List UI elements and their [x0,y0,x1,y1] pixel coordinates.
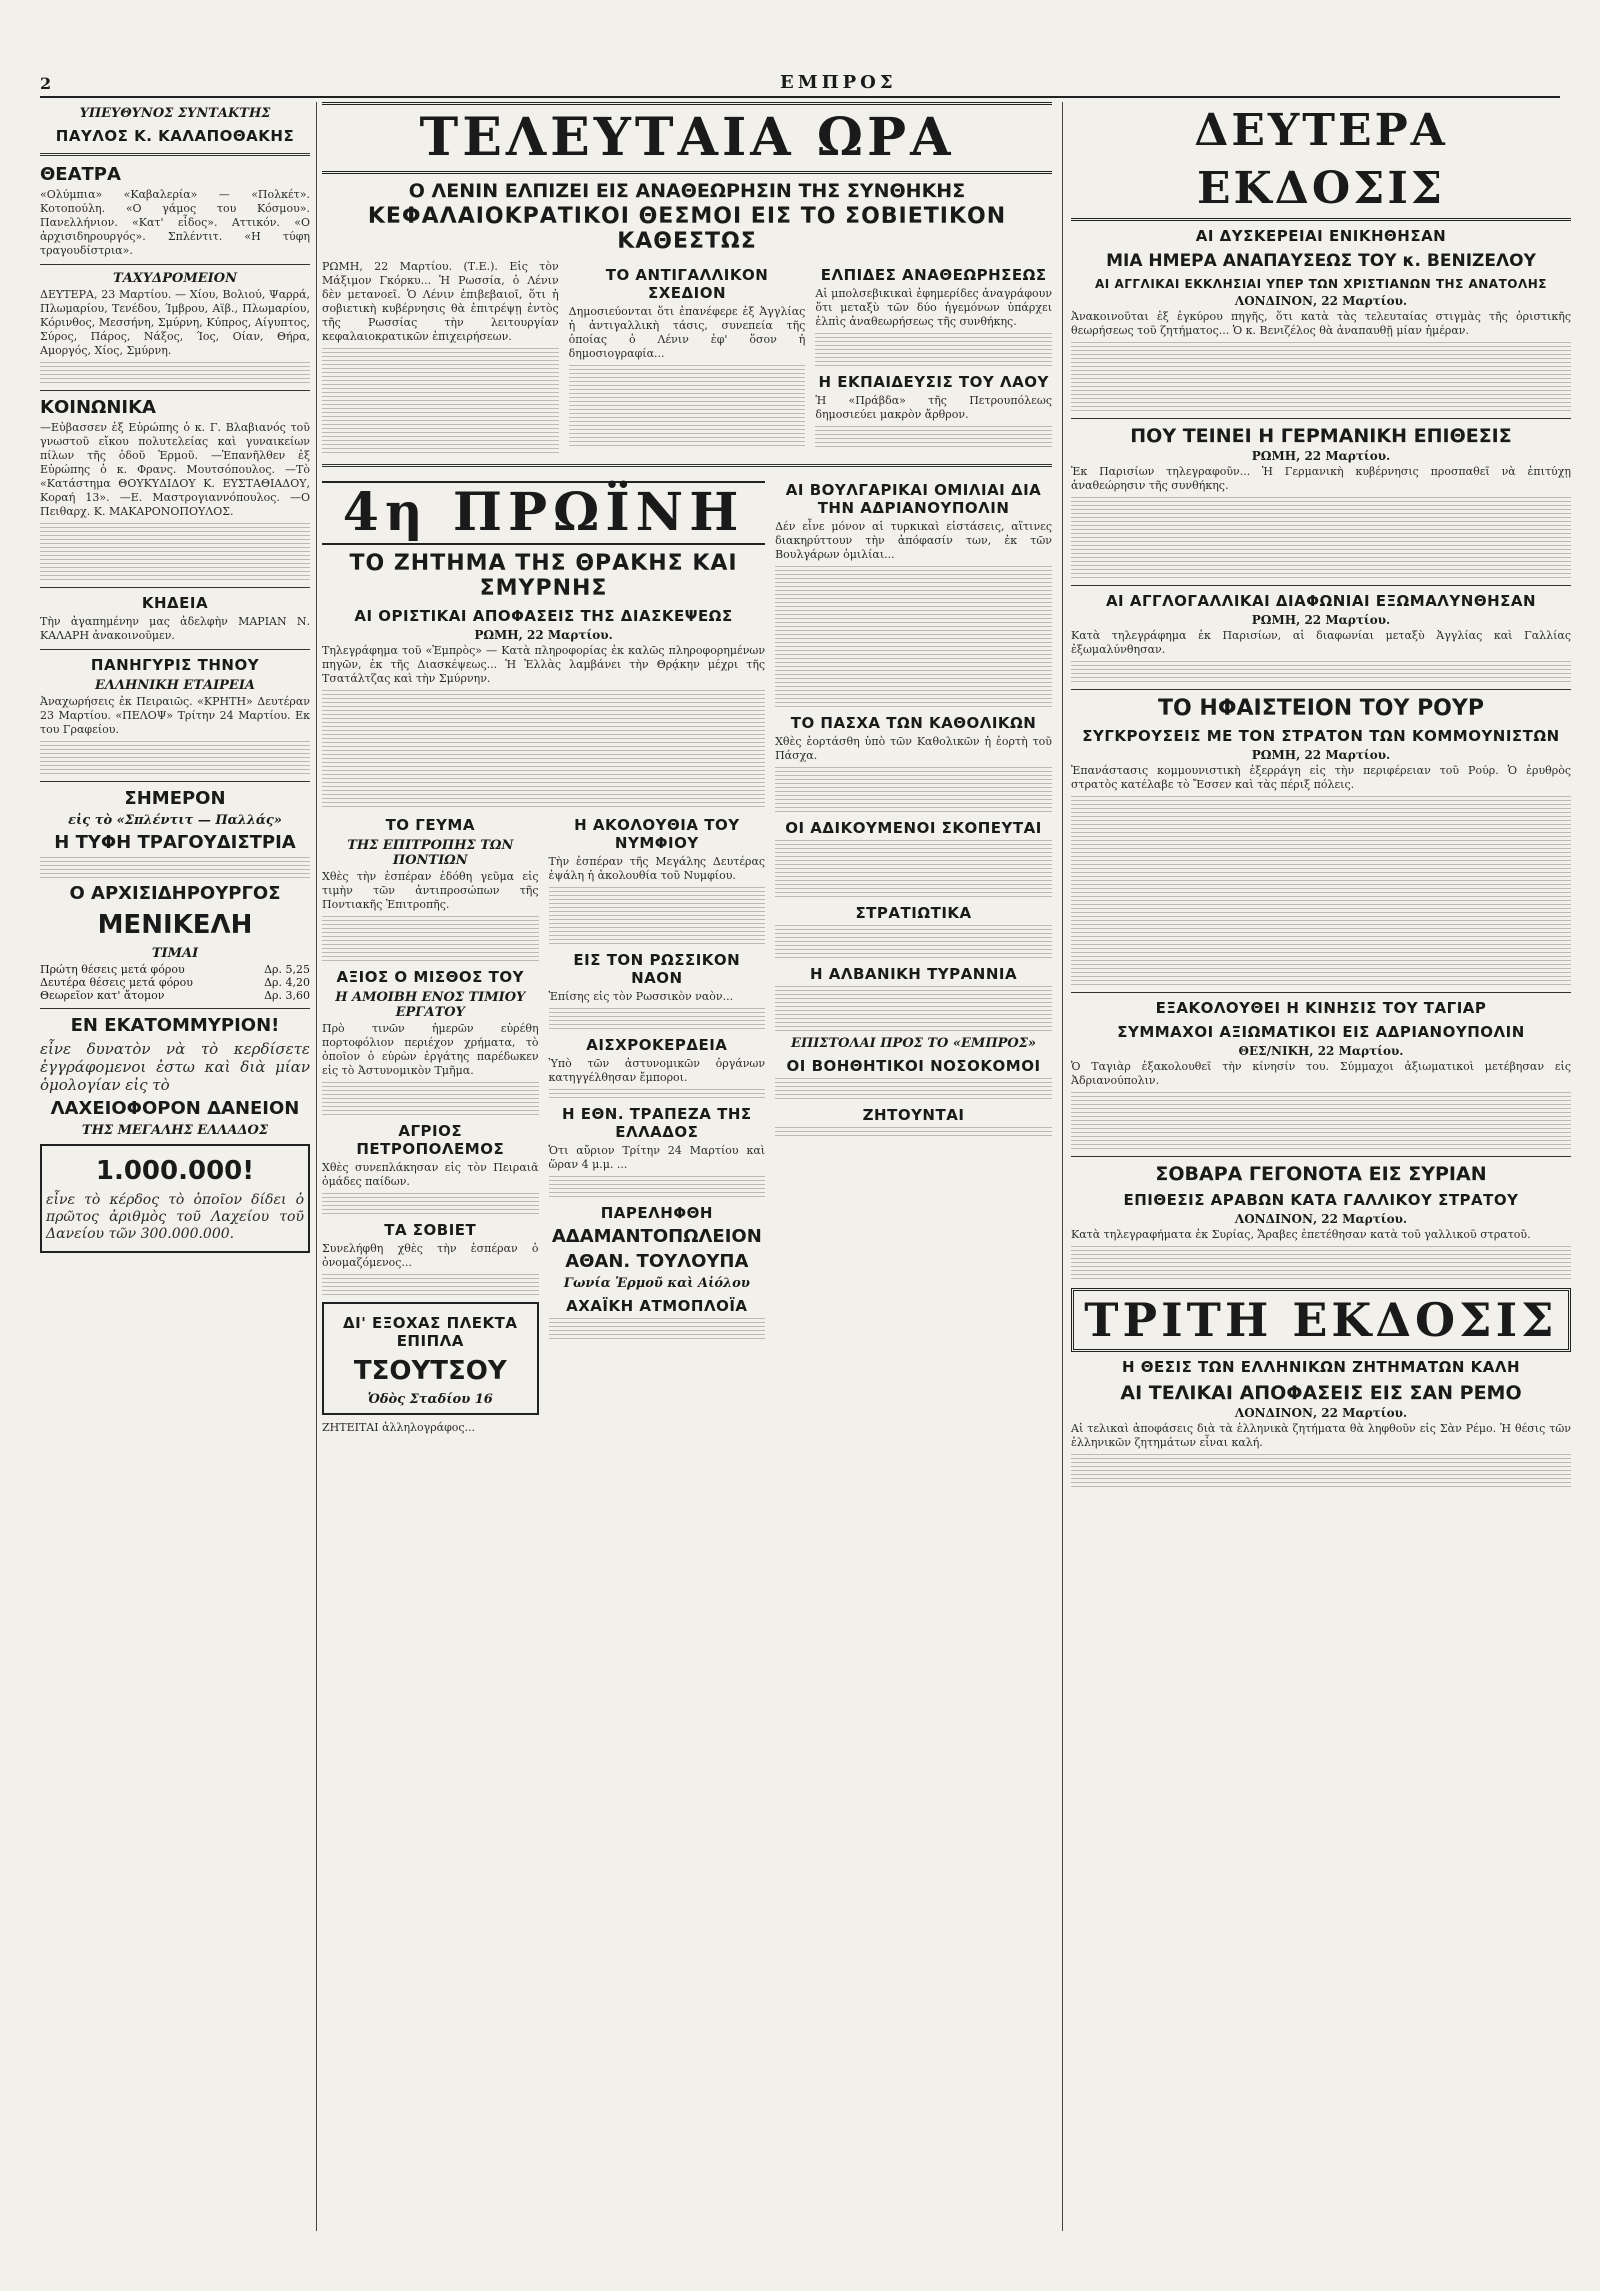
soviet-text: Συνελήφθη χθὲς τὴν ἑσπέραν ὁ ὀνομαζόμενος... [322,1242,539,1269]
bulgar-title: ΑΙ ΒΟΥΛΓΑΡΙΚΑΙ ΟΜΙΛΙΑΙ ΔΙΑ ΤΗΝ ΑΔΡΙΑΝΟΥΠΟΛΙΝ [785,481,1042,517]
expulsion-text: Ἡ «Πράβδα» τῆς Πετρουπόλεως δημοσιεύει μακρὸν ἄρθρον. [815,394,1052,421]
dinner-subtitle: ΤΗΣ ΕΠΙΤΡΟΠΗΣ ΤΩΝ ΠΟΝΤΙΩΝ [347,838,514,868]
shame-title: ΑΙΣΧΡΟΚΕΡΔΕΙΑ [586,1036,728,1054]
tagiar-subtitle: ΣΥΜΜΑΧΟΙ ΑΞΙΩΜΑΤΙΚΟΙ ΕΙΣ ΑΔΡΙΑΝΟΥΠΟΛΙΝ [1117,1023,1525,1041]
boat-title: ΑΧΑΪΚΗ ΑΤΜΟΠΛΟΪΑ [566,1297,748,1315]
wanted-title: ΖΗΤΟΥΝΤΑΙ [862,1106,965,1124]
third-h1: Η ΘΕΣΙΣ ΤΩΝ ΕΛΛΗΝΙΚΩΝ ΖΗΤΗΜΑΤΩΝ ΚΑΛΗ [1121,1358,1521,1376]
tagiar-text: Ὁ Ταγιὰρ ἐξακολουθεῖ τὴν κίνησίν του. Σύμμαχοι ἀξιωματικοὶ μετέβησαν εἰς Ἀδριανούπολιν. [1071,1060,1571,1087]
dateline: ΛΟΝΔΙΝΟΝ, 22 Μαρτίου. [1234,1212,1408,1226]
easter-title: ΤΟ ΠΑΣΧΑ ΤΩΝ ΚΑΘΟΛΙΚΩΝ [790,714,1037,732]
war-title: ΑΓΡΙΟΣ ΠΕΤΡΟΠΟΛΕΜΟΣ [356,1122,505,1158]
hopes-title: ΕΛΠΙΔΕΣ ΑΝΑΘΕΩΡΗΣΕΩΣ [820,266,1047,284]
today-title: ΣΗΜΕΡΟΝ [124,788,226,809]
german-title: ΠΟΥ ΤΕΙΝΕΙ Η ΓΕΡΜΑΝΙΚΗ ΕΠΙΘΕΣΙΣ [1130,425,1512,447]
war-text: Χθὲς συνεπλάκησαν εἰς τὸν Πειραιᾶ ὁμάδες παίδων. [322,1161,539,1188]
thrace-dateline: ΡΩΜΗ, 22 Μαρτίου. [474,628,613,642]
funerals-title: ΚΗΔΕΙΑ [141,594,209,612]
masthead-last-hour: ΤΕΛΕΥΤΑΙΑ ΩΡΑ [322,102,1052,174]
dinner-title: ΤΟ ΓΕΥΜΑ [385,816,475,834]
reward-title: ΑΞΙΟΣ Ο ΜΙΣΘΟΣ ΤΟΥ [336,968,524,986]
archi-title: Ο ΑΡΧΙΣΙΔΗΡΟΥΡΓΟΣ [69,883,281,904]
letters-title: ΕΠΙΣΤΟΛΑΙ ΠΡΟΣ ΤΟ «ΕΜΠΡΟΣ» [791,1036,1037,1051]
theatres-title: ΘΕΑΤΡΑ [40,164,121,185]
tagiar-title: ΕΞΑΚΟΛΟΥΘΕΙ Η ΚΙΝΗΣΙΣ ΤΟΥ ΤΑΓΙΑΡ [1155,999,1487,1017]
today-play: Η ΤΥΦΗ ΤΡΑΓΟΥΔΙΣΤΡΙΑ [54,832,296,853]
dateline: ΡΩΜΗ, 22 Μαρτίου. [1251,449,1391,463]
dateline: ΘΕΣ/ΝΙΚΗ, 22 Μαρτίου. [1238,1044,1404,1058]
prices-title: ΤΙΜΑΙ [151,946,199,961]
easter-text: Χθὲς ἑορτάσθη ὑπὸ τῶν Καθολικῶν ἡ ἑορτὴ τοῦ Πάσχα. [775,735,1052,762]
second-h2: ΜΙΑ ΗΜΕΡΑ ΑΝΑΠΑΥΣΕΩΣ ΤΟΥ κ. ΒΕΝΙΖΕΛΟΥ [1106,251,1536,271]
menikelh-name: ΜΕΝΙΚΕΛΗ [97,910,253,940]
bank-title: Η ΕΘΝ. ΤΡΑΠΕΖΑ ΤΗΣ ΕΛΛΑΔΟΣ [562,1105,752,1141]
anglo-title: ΑΙ ΑΓΓΛΟΓΑΛΛΙΚΑΙ ΔΙΑΦΩΝΙΑΙ ΕΞΩΜΑΛΥΝΘΗΣΑΝ [1105,592,1537,610]
adamant-address: Γωνία Ἑρμοῦ καὶ Αἰόλου [563,1276,750,1291]
feast-title: ΠΑΝΗΓΥΡΙΣ ΤΗΝΟΥ [90,656,260,674]
wedding-text: Τὴν ἑσπέραν τῆς Μεγάλης Δευτέρας ἐψάλη ἡ ἀκολουθία τοῦ Νυμφίου. [548,855,766,882]
masthead-second-edition: ΔΕΥΤΕΡΑ ΕΚΔΟΣΙΣ [1071,102,1571,221]
middle-column [322,102,1052,2231]
page-number: 2 [40,74,52,93]
social-text: —Εὐβασσεν ἐξ Εὐρώπης ὁ κ. Γ. Βλαβιανός τοῦ γνωστοῦ εἴκου πολυτελείας καὶ γυναικείων πίλων τῆς ὁδοῦ Ἑρμοῦ. —Ἐπανῆλθεν ἐξ Εὐρώπης ὁ κ. Φρανς. Μουτσόπουλος. —Τὸ «Κατάστημα ΘΟΥΚΥΔΙΔΟΥ Κ. ΕΥΣΤΑΘΙΑΔΟΥ, Κοραή 13». —Ε. Μαστρογιαννόπουλος. —Ο Πειθαρχ. Κ. ΜΑΚΑΡΟΝΟΠΟΥΛΟΣ. [40,421,310,518]
soviet-title: ΤΑ ΣΟΒΙΕΤ [384,1221,477,1239]
albania-title: Η ΑΛΒΑΝΙΚΗ ΤΥΡΑΝΝΙΑ [810,965,1018,983]
loan-title: ΛΑΧΕΙΟΦΟΡΟΝ ΔΑΝΕΙΟΝ [50,1098,300,1119]
syria-text: Κατὰ τηλεγραφήματα ἐκ Συρίας, Ἄραβες ἐπετέθησαν κατὰ τοῦ γαλλικοῦ στρατοῦ. [1071,1228,1531,1241]
church-title: ΕΙΣ ΤΟΝ ΡΩΣΣΙΚΟΝ ΝΑΟΝ [573,951,741,987]
wanted-text: ΖΗΤΕΙΤΑΙ ἀλληλογράφος... [322,1421,476,1434]
furniture-address: Ὁδὸς Σταδίου 16 [367,1392,493,1407]
reward-text: Πρὸ τινῶν ἡμερῶν εὑρέθη πορτοφόλιον περιέχον χρήματα, τὸ ὁποῖον ὁ εὑρὼν ἐργάτης παρέδωκεν εἰς τὸ Ἀστυνομικὸν Τμῆμα. [322,1022,539,1077]
million-title: ΕΝ ΕΚΑΤΟΜΜΥΡΙΟΝ! [70,1015,280,1036]
dateline: ΡΩΜΗ, 22 Μαρτίου. [1251,748,1391,762]
prize-amount: 1.000.000! [95,1156,255,1186]
reward-subtitle: Η ΑΜΟΙΒΗ ΕΝΟΣ ΤΙΜΙΟΥ ΕΡΓΑΤΟΥ [335,990,526,1020]
second-h1: ΑΙ ΔΥΣΚΕΡΕΙΑΙ ΕΝΙΚΗΘΗΣΑΝ [1195,227,1447,245]
anti-text: Δημοσιεύονται ὅτι ἐπανέφερε ἐξ Ἀγγλίας ἡ ἀντιγαλλικὴ τάσις, συνεπεία τῆς ὁποίας ὁ Λένιν ἐφ' ὅσον ἡ δημοσιογραφία... [568,305,806,360]
price-row: Θεωρεῖον κατ' ἄτομον Δρ. 3,60 [40,989,310,1002]
church-text: Ἐπίσης εἰς τὸν Ρωσσικὸν ναὸν... [548,990,734,1003]
lead-headline: Ο ΛΕΝΙΝ ΕΛΠΙΖΕΙ ΕΙΣ ΑΝΑΘΕΩΡΗΣΙΝ ΤΗΣ ΣΥΝΘΗΚΗΣ [408,180,966,202]
wedding-title: Η ΑΚΟΛΟΥΘΙΑ ΤΟΥ ΝΥΜΦΙΟΥ [574,816,740,852]
military-title: ΣΤΡΑΤΙΩΤΙΚΑ [855,904,972,922]
thrace-subtitle: ΑΙ ΟΡΙΣΤΙΚΑΙ ΑΠΟΦΑΣΕΙΣ ΤΗΣ ΔΙΑΣΚΕΨΕΩΣ [354,607,733,625]
ruhr-subtitle: ΣΥΓΚΡΟΥΣΕΙΣ ΜΕ ΤΟΝ ΣΤΡΑΤΟΝ ΤΩΝ ΚΟΜΜΟΥΝΙΣΤΩΝ [1082,727,1560,745]
feast-text: Ἀναχωρήσεις ἐκ Πειραιῶς. «ΚΡΗΤΗ» Δευτέραν 23 Μαρτίου. «ΠΕΛΟΨ» Τρίτην 24 Μαρτίου. Εκ του Γραφείου. [40,695,310,736]
omission-title: ΠΑΡΕΛΗΦΘΗ [600,1204,713,1222]
page-header [40,72,1560,98]
dateline: ΡΩΜΗ, 22 Μαρτίου. [1251,613,1391,627]
price-row: Πρώτη θέσεις μετά φόρου Δρ. 5,25 [40,963,310,976]
editor-label: ΥΠΕΥΘΥΝΟΣ ΣΥΝΤΑΚΤΗΣ [79,106,271,121]
nurses-title: ΟΙ ΒΟΗΘΗΤΙΚΟΙ ΝΟΣΟΚΟΜΟΙ [786,1057,1041,1075]
furniture-title: ΔΙ' ΕΞΟΧΑΣ ΠΛΕΚΤΑ ΕΠΙΠΛΑ [343,1314,518,1350]
syria-title: ΣΟΒΑΡΑ ΓΕΓΟΝΟΤΑ ΕΙΣ ΣΥΡΙΑΝ [1155,1163,1487,1185]
expulsion-title: Η ΕΚΠΑΙΔΕΥΣΙΣ ΤΟΥ ΛΑΟΥ [818,373,1049,391]
ruhr-title: ΤΟ ΗΦΑΙΣΤΕΙΟΝ ΤΟΥ ΡΟΥΡ [1158,696,1484,721]
left-column [40,102,317,2231]
thrace-title: ΤΟ ΖΗΤΗΜΑ ΤΗΣ ΘΡΑΚΗΣ ΚΑΙ ΣΜΥΡΝΗΣ [349,551,738,601]
lead-subheadline: ΚΕΦΑΛΑΙΟΚΡΑΤΙΚΟΙ ΘΕΣΜΟΙ ΕΙΣ ΤΟ ΣΟΒΙΕΤΙΚΟΝ ΚΑΘΕΣΤΩΣ [367,204,1007,254]
dateline: ΛΟΝΔΙΝΟΝ, 22 Μαρτίου. [1234,1406,1408,1420]
feast-company: ΕΛΛΗΝΙΚΗ ΕΤΑΙΡΕΙΑ [94,678,256,693]
adamant-name: ΑΘΑΝ. ΤΟΥΛΟΥΠΑ [565,1251,749,1272]
syria-subtitle: ΕΠΙΘΕΣΙΣ ΑΡΑΒΩΝ ΚΑΤΑ ΓΑΛΛΙΚΟΥ ΣΤΡΑΤΟΥ [1123,1191,1519,1209]
prize-text: εἶνε τὸ κέρδος τὸ ὁποῖον δίδει ὁ πρῶτος ἀριθμὸς τοῦ Λαχείου τοῦ Δανείου τῶν 300.000.000. [46,1192,304,1242]
funerals-text: Τὴν ἀγαπημένην μας ἀδελφὴν ΜΑΡΙΑΝ Ν. ΚΑΛΑΡΗ ἀνακοινοῦμεν. [40,615,310,642]
theatres-text: «Ολύμπια» «Καβαλερία» — «Πολκέτ». Κοτοπούλη. «Ο γάμος του Κόσμου». Πανελλήνιον. «Κατ' εἶδος». Αττικόν. «Ο ἀρχισιδηρουργός». Σπλέντιτ. «Η τύφη τραγουδίστρια». [40,188,310,257]
ruhr-text: Ἐπανάστασις κομμουνιστικὴ ἐξερράγη εἰς τὴν περιφέρειαν τοῦ Ρούρ. Ὁ ἐρυθρὸς στρατὸς κατέλαβε τὸ Ἔσσεν καὶ τὰς πέριξ πόλεις. [1071,764,1571,791]
second-text: Ἀνακοινοῦται ἐξ ἐγκύρου πηγῆς, ὅτι κατὰ τὰς τελευταίας στιγμὰς τῆς ὁριστικῆς θεωρήσεως τοῦ ζητήματος... Ὁ κ. Βενιζέλος θὰ ἀναπαυθῇ μίαν ἡμέραν. [1071,310,1571,337]
post-text: ΔΕΥΤΕΡΑ, 23 Μαρτίου. — Χίου, Βολιού, Ψαρρά, Πλωμαρίου, Τενέδου, Ίμβρου, Αϊβ., Πλωμαρίου, Κόρινθος, Μεσσήνη, Σμύρνη, Κύπρος, Αίγυπτος, Σύρος, Πάρος, Νάξος, Ίος, Οίαν, Θήρα, Αμοργός, Χίος, Σμύρνη. [40,288,310,357]
anglo-text: Κατὰ τηλεγράφημα ἐκ Παρισίων, αἱ διαφωνίαι μεταξὺ Ἀγγλίας καὶ Γαλλίας ἐξωμαλύνθησαν. [1071,629,1571,656]
second-h3: ΑΙ ΑΓΓΛΙΚΑΙ ΕΚΚΛΗΣΙΑΙ ΥΠΕΡ ΤΩΝ ΧΡΙΣΤΙΑΝΩΝ ΤΗΣ ΑΝΑΤΟΛΗΣ [1095,277,1547,291]
bank-text: Ὁτι αὔριον Τρίτην 24 Μαρτίου καὶ ὥραν 4 μ.μ. ... [548,1144,766,1171]
paper-name: ΕΜΠΡΟΣ [780,72,897,93]
anti-title: ΤΟ ΑΝΤΙΓΑΛΛΙΚΟΝ ΣΧΕΔΙΟΝ [605,266,769,302]
lead-text: ΡΩΜΗ, 22 Μαρτίου. (Τ.Ε.). Εἰς τὸν Μάξιμον Γκόρκυ... Ἡ Ρωσσία, ὁ Λένιν δὲν μετανοεῖ. Ὁ Λένιν ἐπιβεβαιοῖ, ὅτι ἡ σοβιετικὴ κυβέρνησις θὰ ἐπιτρέψῃ ἐντὸς τῆς Ρωσσίας τὴν λειτουργίαν κεφαλαιοκρατικῶν ἐπιχειρήσεων. [322,260,559,343]
social-title: ΚΟΙΝΩΝΙΚΑ [40,397,156,418]
bulgar-text: Δέν εἶνε μόνον αἱ τυρκικαὶ εἰστάσεις, αἵτινες διακηρύττουν τὴν ἀπόφασίν των, ἐκ τῶν Βουλγάρων ὁμιλίαι... [775,520,1052,561]
armenians-title: ΟΙ ΑΔΙΚΟΥΜΕΝΟΙ ΣΚΟΠΕΥΤΑΙ [785,819,1042,837]
hopes-text: Αἱ μπολσεβικικαὶ ἐφημερίδες ἀναγράφουν ὅτι μεταξὺ τῶν δύο ἡγεμόνων ὑπάρχει ἐλπὶς ἀναθεωρήσεως τῆς συνθήκης. [815,287,1052,328]
adamant-title: ΑΔΑΜΑΝΤΟΠΩΛΕΙΟΝ [551,1226,762,1247]
thrace-text: Τηλεγράφημα τοῦ «Ἐμπρὸς» — Κατὰ πληροφορίας ἐκ καλῶς πληροφορημένων πηγῶν, ἐκ τῆς Διασκέψεως... Ἡ Ἑλλὰς λαμβάνει τὴν Θρᾴκην μέχρι τῆς Τσατάλτζας καὶ τὴν Σμύρνην. [322,644,766,685]
million-text: εἶνε δυνατὸν νὰ τὸ κερδίσετε ἐγγράφομενοι ἐστω καὶ διὰ μίαν ὁμολογίαν εἰς τὸ [40,1040,310,1094]
right-column [1062,102,1571,2231]
price-row: Δευτέρα θέσεις μετά φόρου Δρ. 4,20 [40,976,310,989]
fourth-edition-title: 4η ΠΡΩΪΝΗ [322,481,765,545]
third-text: Αἱ τελικαὶ ἀποφάσεις διὰ τὰ ἑλληνικὰ ζητήματα θὰ ληφθοῦν εἰς Σὰν Ρέμο. Ἡ θέσις τῶν ἑλληνικῶν ζητημάτων εἶναι καλή. [1071,1422,1571,1449]
dateline: ΛΟΝΔΙΝΟΝ, 22 Μαρτίου. [1234,294,1408,308]
shame-text: Ὑπὸ τῶν ἀστυνομικῶν ὀργάνων κατηγγέλθησαν ἔμποροι. [548,1057,766,1084]
loan-sub: ΤΗΣ ΜΕΓΑΛΗΣ ΕΛΛΑΔΟΣ [81,1123,269,1138]
editor-name: ΠΑΥΛΟΣ Κ. ΚΑΛΑΠΟΘΑΚΗΣ [55,127,295,145]
today-venue: εἰς τὸ «Σπλέντιτ — Παλλάς» [68,813,282,828]
furniture-ad [322,1302,539,1415]
furniture-name: ΤΣΟΥΤΣΟΥ [353,1356,507,1386]
german-text: Ἐκ Παρισίων τηλεγραφοῦν... Ἡ Γερμανικὴ κυβέρνησις προσπαθεῖ νὰ ἐπιτύχῃ ἀναθεώρησιν τῆς συνθήκης. [1071,465,1571,492]
dinner-text: Χθὲς τὴν ἑσπέραν ἐδόθη γεῦμα εἰς τιμὴν τῶν ἀντιπροσώπων τῆς Ποντιακῆς Ἐπιτροπῆς. [322,870,539,911]
masthead-third-edition: ΤΡΙΤΗ ΕΚΔΟΣΙΣ [1071,1288,1571,1352]
prize-box [40,1144,310,1253]
post-title: ΤΑΧΥΔΡΟΜΕΙΟΝ [113,271,237,286]
third-h2: ΑΙ ΤΕΛΙΚΑΙ ΑΠΟΦΑΣΕΙΣ ΕΙΣ ΣΑΝ ΡΕΜΟ [1120,1382,1522,1404]
